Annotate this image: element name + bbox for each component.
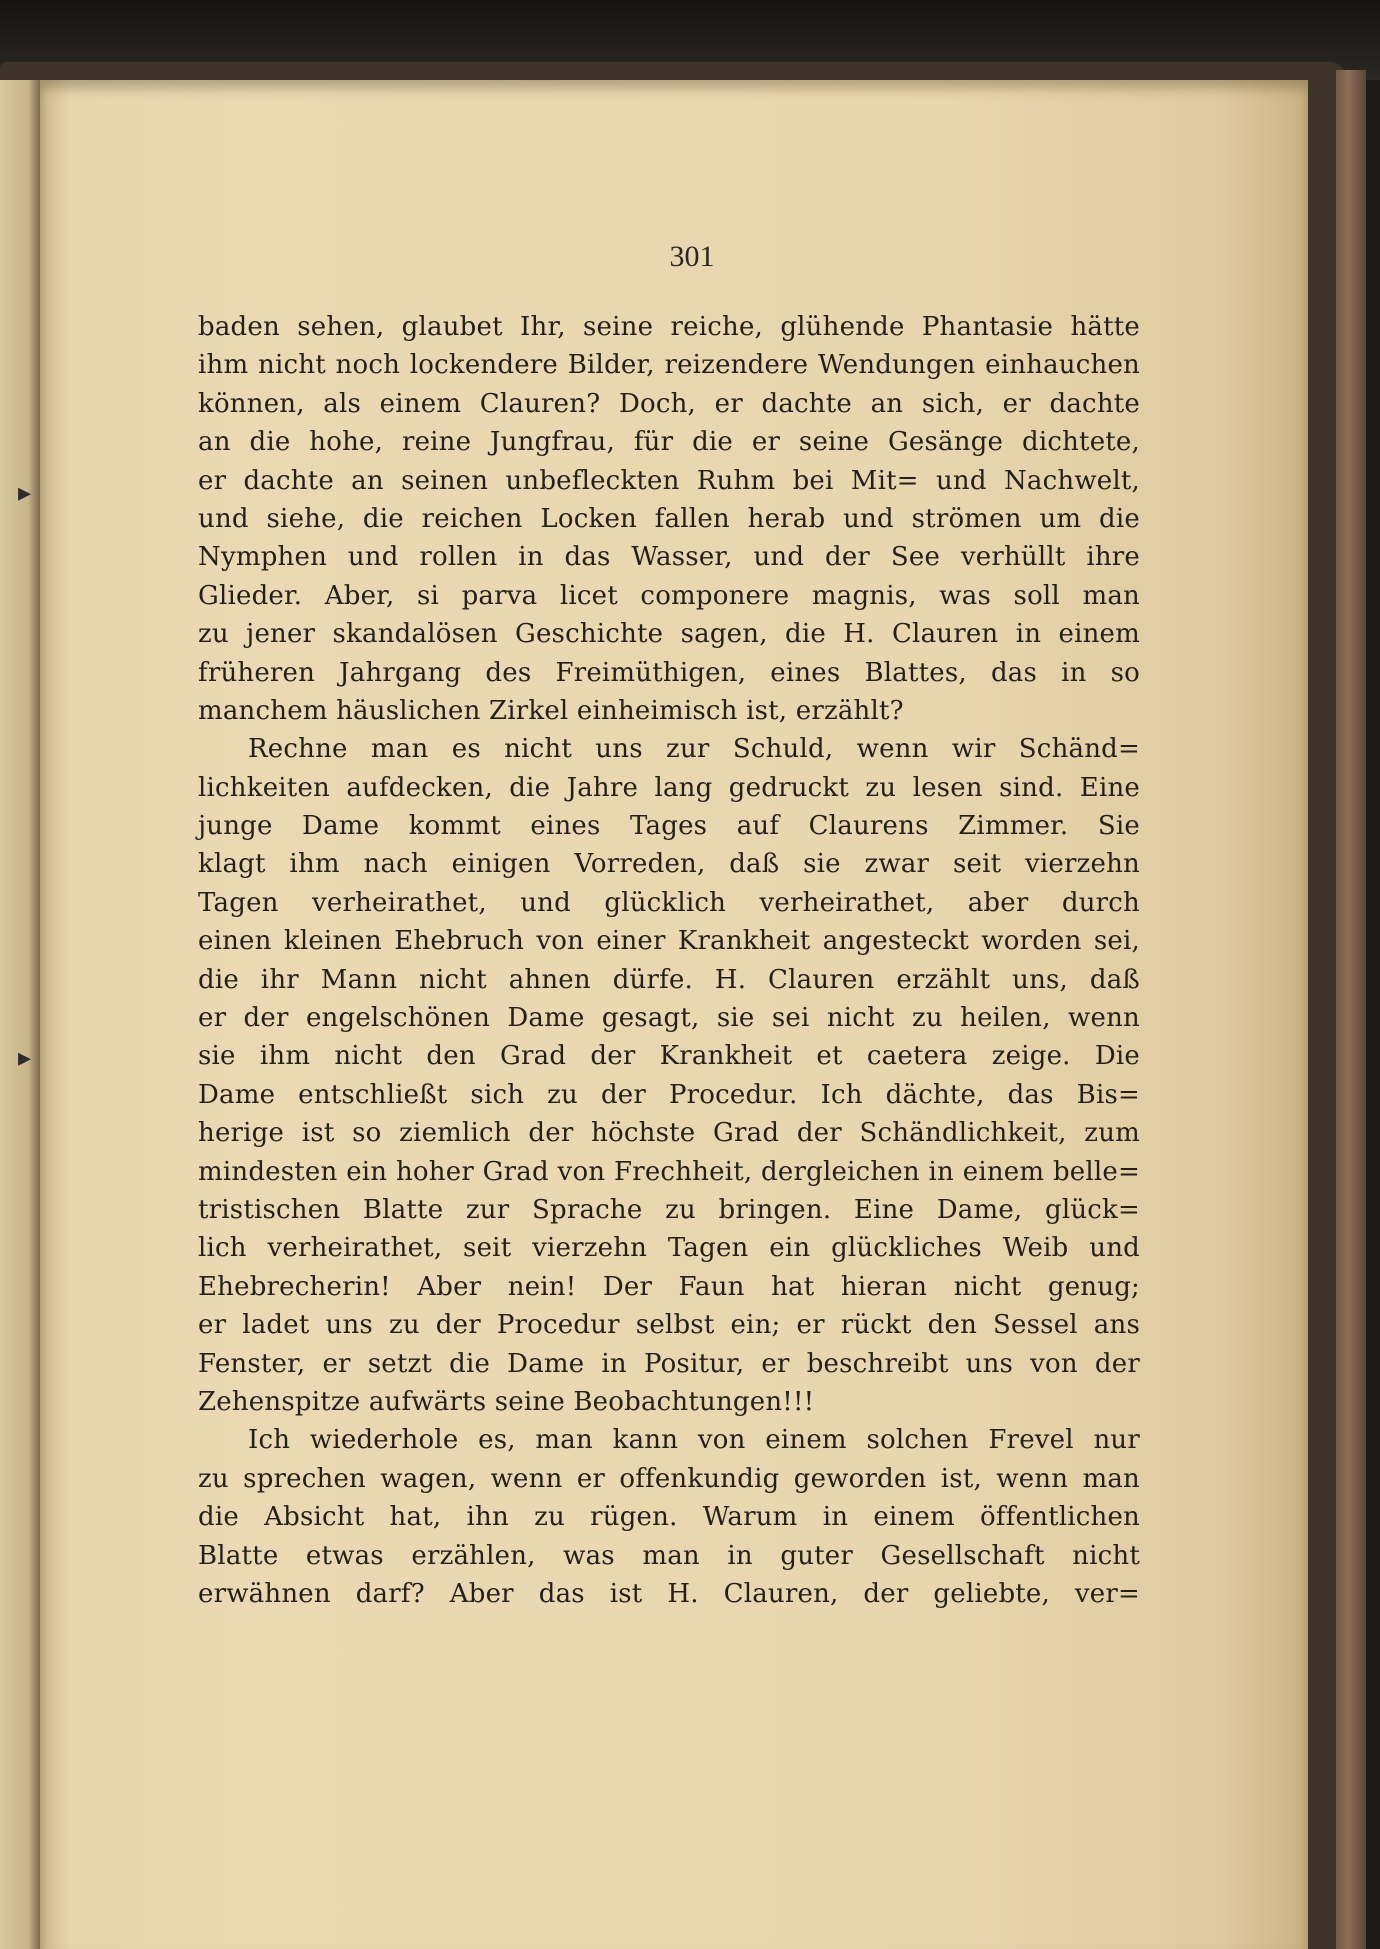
text-line: er der engelschönen Dame gesagt, sie sei nicht zu heilen, wenn bbox=[198, 1003, 1140, 1034]
text-line: sie ihm nicht den Grad der Krankheit et caetera zeige. Die bbox=[198, 1041, 1140, 1072]
text-line: tristischen Blatte zur Sprache zu bringen. Eine Dame, glück= bbox=[198, 1194, 1140, 1225]
text-line: klagt ihm nach einigen Vorreden, daß sie zwar seit vierzehn bbox=[198, 849, 1140, 880]
text-line: Fenster, er setzt die Dame in Positur, er beschreibt uns von der bbox=[198, 1348, 1140, 1379]
text-line: Rechne man es nicht uns zur Schuld, wenn wir Schänd= bbox=[248, 734, 1140, 765]
text-line: die ihr Mann nicht ahnen dürfe. H. Clauren erzählt uns, daß bbox=[198, 964, 1140, 995]
text-line: zu sprechen wagen, wenn er offenkundig geworden ist, wenn man bbox=[198, 1463, 1140, 1494]
text-line: Glieder. Aber, si parva licet componere magnis, was soll man bbox=[198, 580, 1140, 611]
text-line: herige ist so ziemlich der höchste Grad der Schändlichkeit, zum bbox=[198, 1118, 1140, 1149]
text-line: baden sehen, glaubet Ihr, seine reiche, glühende Phantasie hätte bbox=[198, 312, 1140, 342]
page-number: 301 bbox=[669, 240, 715, 273]
text-line: junge Dame kommt eines Tages auf Claurens Zimmer. Sie bbox=[198, 811, 1140, 842]
book-page bbox=[18, 80, 1308, 1949]
text-line: an die hohe, reine Jungfrau, für die er seine Gesänge dichtete, bbox=[198, 427, 1140, 458]
book-edge bbox=[1336, 70, 1366, 1949]
text-line: einen kleinen Ehebruch von einer Krankheit angesteckt worden sei, bbox=[198, 926, 1140, 957]
text-line: zu jener skandalösen Geschichte sagen, die H. Clauren in einem bbox=[198, 619, 1140, 650]
text-line: Ich wiederhole es, man kann von einem solchen Frevel nur bbox=[248, 1425, 1140, 1456]
text-line: können, als einem Clauren? Doch, er dachte an sich, er dachte bbox=[198, 388, 1140, 419]
text-line: früheren Jahrgang des Freimüthigen, eines Blattes, das in so bbox=[198, 657, 1140, 688]
text-line: Zehenspitze aufwärts seine Beobachtungen!!! bbox=[198, 1386, 815, 1417]
margin-mark: ▸ bbox=[18, 1043, 32, 1073]
text-line: er ladet uns zu der Procedur selbst ein; er rückt den Sessel ans bbox=[198, 1310, 1140, 1341]
text-line: Nymphen und rollen in das Wasser, und der See verhüllt ihre bbox=[198, 542, 1140, 573]
margin-mark: ▸ bbox=[18, 478, 32, 508]
text-line: und siehe, die reichen Locken fallen herab und strömen um die bbox=[198, 503, 1140, 534]
text-line: er dachte an seinen unbefleckten Ruhm bei Mit= und Nachwelt, bbox=[198, 465, 1140, 496]
text-line: manchem häuslichen Zirkel einheimisch ist, erzählt? bbox=[198, 695, 904, 726]
body-text bbox=[198, 308, 1140, 1613]
text-line: lichkeiten aufdecken, die Jahre lang gedruckt zu lesen sind. Eine bbox=[198, 772, 1140, 803]
text-line: mindesten ein hoher Grad von Frechheit, dergleichen in einem belle= bbox=[198, 1156, 1140, 1187]
text-line: Blatte etwas erzählen, was man in guter Gesellschaft nicht bbox=[198, 1540, 1140, 1571]
text-line: erwähnen darf? Aber das ist H. Clauren, der geliebte, ver= bbox=[198, 1578, 1140, 1609]
text-line: Ehebrecherin! Aber nein! Der Faun hat hieran nicht genug; bbox=[198, 1271, 1140, 1302]
text-line: Tagen verheirathet, und glücklich verheirathet, aber durch bbox=[198, 887, 1140, 918]
left-page-edge bbox=[0, 80, 40, 1949]
text-line: Dame entschließt sich zu der Procedur. Ich dächte, das Bis= bbox=[198, 1079, 1140, 1110]
text-line: ihm nicht noch lockendere Bilder, reizendere Wendungen einhauchen bbox=[198, 350, 1140, 381]
text-line: lich verheirathet, seit vierzehn Tagen ein glückliches Weib und bbox=[198, 1233, 1140, 1264]
text-line: die Absicht hat, ihn zu rügen. Warum in einem öffentlichen bbox=[198, 1502, 1140, 1533]
